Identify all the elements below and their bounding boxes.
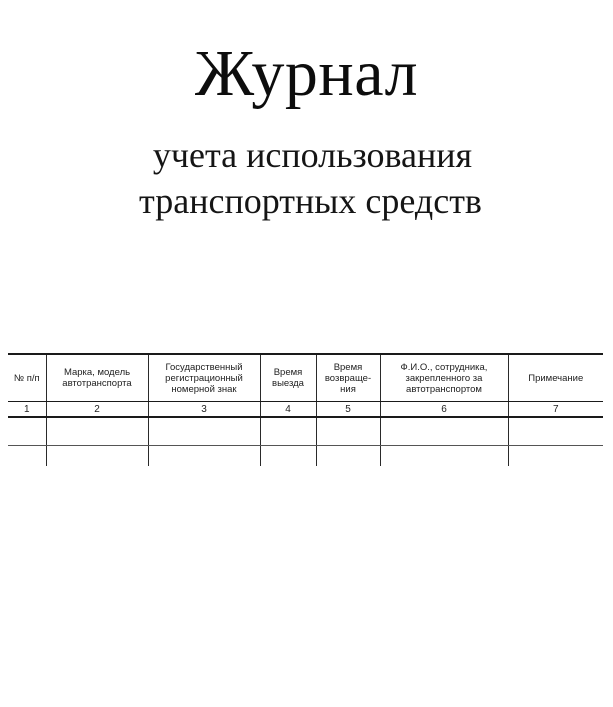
- column-number: 1: [8, 402, 46, 418]
- header-note: Примечание: [508, 354, 603, 402]
- document-subtitle-line-1: учета использования: [152, 135, 473, 175]
- column-number: 2: [46, 402, 148, 418]
- document-title: Журнал: [194, 37, 419, 110]
- vehicle-usage-table: [8, 353, 603, 466]
- empty-table-row: [8, 417, 603, 446]
- header-row-number: № п/п: [8, 354, 46, 402]
- empty-cell: [46, 446, 148, 467]
- header-assigned-employee: Ф.И.О., сотрудника, закрепленного за автотранспортом: [380, 354, 508, 402]
- empty-cell: [508, 417, 603, 446]
- column-number: 7: [508, 402, 603, 418]
- empty-cell: [148, 417, 260, 446]
- header-return-time: Время возвраще-ния: [316, 354, 380, 402]
- header-vehicle-model: Марка, модель автотранспорта: [46, 354, 148, 402]
- column-number: 4: [260, 402, 316, 418]
- empty-cell: [260, 446, 316, 467]
- table-header-row: [8, 354, 603, 402]
- empty-cell: [380, 417, 508, 446]
- empty-cell: [260, 417, 316, 446]
- column-number-row: [8, 402, 603, 418]
- header-registration-plate: Государственный регистрационный номерной знак: [148, 354, 260, 402]
- empty-cell: [148, 446, 260, 467]
- column-number: 6: [380, 402, 508, 418]
- empty-cell: [316, 417, 380, 446]
- header-departure-time: Время выезда: [260, 354, 316, 402]
- empty-cell: [46, 417, 148, 446]
- empty-cell: [8, 417, 46, 446]
- empty-cell: [8, 446, 46, 467]
- column-number: 5: [316, 402, 380, 418]
- empty-cell: [508, 446, 603, 467]
- document-subtitle-line-2: транспортных средств: [139, 181, 482, 221]
- empty-cell: [316, 446, 380, 467]
- column-number: 3: [148, 402, 260, 418]
- empty-table-row: [8, 446, 603, 467]
- empty-cell: [380, 446, 508, 467]
